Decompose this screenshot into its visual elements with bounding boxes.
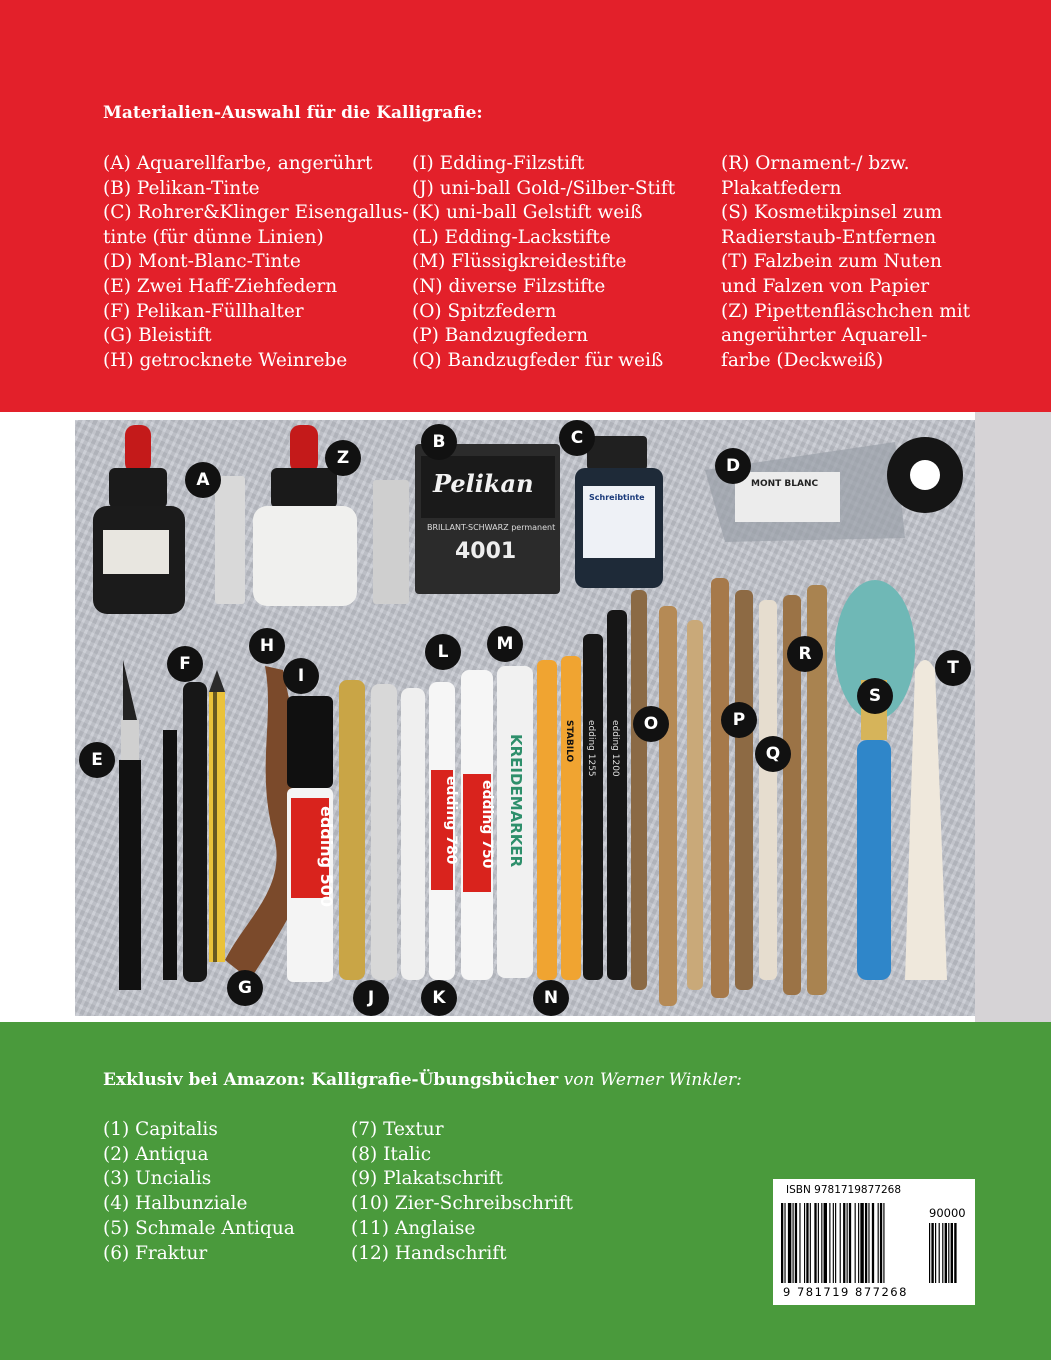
list-item: (12) Handschrift: [351, 1242, 507, 1264]
list-item: (K) uni-ball Gelstift weiß: [412, 202, 643, 224]
list-item: Radierstaub-Entfernen: [721, 226, 937, 248]
edding750-text: edding 750: [479, 780, 495, 869]
list-item: (H) getrocknete Weinrebe: [103, 349, 348, 371]
silver-pen-j: [371, 684, 397, 980]
list-item: (3) Uncialis: [103, 1168, 212, 1190]
price-code: 90000: [929, 1206, 966, 1220]
list-item: (E) Zwei Haff-Ziehfedern: [103, 275, 338, 297]
materials-list-1: [103, 152, 409, 373]
barcode-bar: [806, 1203, 808, 1283]
barcode-bar: [954, 1223, 956, 1283]
label-marker-k: K: [421, 980, 457, 1016]
kreidemarker-text: KREIDEMARKER: [507, 734, 525, 868]
books-heading: [103, 1070, 742, 1090]
list-item: tinte (für dünne Linien): [103, 226, 324, 248]
list-item: und Falzen von Papier: [721, 275, 930, 297]
bone-folder-t: [905, 660, 947, 980]
barcode-bar: [781, 1203, 783, 1283]
list-item: (I) Edding-Filzstift: [412, 153, 585, 174]
materials-illustration: [75, 420, 975, 1016]
paint-marker-780: [429, 682, 459, 980]
label-marker-g: G: [227, 970, 263, 1006]
list-item: (F) Pelikan-Füllhalter: [103, 300, 304, 322]
barcode-bar: [795, 1203, 797, 1283]
paint-marker-750: [461, 670, 495, 980]
materials-heading: Materialien-Auswahl für die Kalligrafie:: [103, 103, 483, 123]
isbn-label: ISBN 9781719877268: [786, 1184, 902, 1196]
label-marker-a: A: [185, 462, 221, 498]
felt-pen-n: [537, 660, 557, 980]
barcode-bar: [865, 1203, 867, 1283]
list-item: (M) Flüssigkreidestifte: [412, 251, 627, 273]
books-heading-main: Exklusiv bei Amazon: Kalligrafie-Übungsbücher: [103, 1070, 559, 1090]
edding1200-text: edding 1200: [610, 720, 620, 777]
edding500-text: edding 500: [317, 806, 336, 908]
list-item: (T) Falzbein zum Nuten: [721, 251, 942, 273]
label-marker-f: F: [167, 646, 203, 682]
barcode-bar: [829, 1203, 830, 1283]
list-item: angerührter Aquarell-: [721, 325, 928, 347]
books-heading-author: von Werner Winkler:: [558, 1070, 742, 1090]
list-item: (5) Schmale Antiqua: [103, 1217, 295, 1239]
label-marker-t: T: [935, 650, 971, 686]
list-item: (R) Ornament-/ bzw.: [721, 153, 910, 174]
list-item: (9) Plakatschrift: [351, 1168, 503, 1190]
barcode-bar: [939, 1223, 940, 1283]
list-item: (6) Fraktur: [103, 1242, 208, 1264]
label-marker-i: I: [283, 658, 319, 694]
barcode-bar: [833, 1203, 834, 1283]
list-item: (8) Italic: [351, 1143, 432, 1165]
barcode-bar: [868, 1203, 869, 1283]
list-item: (N) diverse Filzstifte: [412, 275, 606, 297]
label-marker-p: P: [721, 702, 757, 738]
list-item: (G) Bleistift: [103, 325, 212, 347]
barcode-bar: [860, 1203, 863, 1283]
marker-edding-500: [287, 696, 336, 982]
barcode-bar: [847, 1203, 848, 1283]
barcode-bar: [793, 1203, 794, 1283]
barcode-bar: [929, 1223, 930, 1283]
list-item: (4) Halbunziale: [103, 1193, 248, 1215]
barcode-bar: [784, 1203, 785, 1283]
barcode-bar: [948, 1223, 949, 1283]
list-item: farbe (Deckweiß): [721, 349, 884, 371]
barcode-bar: [931, 1223, 933, 1283]
materials-photo: [75, 420, 975, 1016]
list-item: (11) Anglaise: [351, 1217, 476, 1239]
barcode-bar: [942, 1223, 943, 1283]
pelikan-text: Pelikan: [433, 469, 534, 498]
felt-pen-n: [561, 656, 581, 980]
list-item: (J) uni-ball Gold-/Silber-Stift: [412, 177, 676, 199]
barcode-bar: [843, 1203, 845, 1283]
barcode-bar: [810, 1203, 811, 1283]
iron-gall-ink-bottle: [575, 436, 663, 588]
barcode-bar: [945, 1223, 947, 1283]
photo-frame-edge: [975, 412, 1051, 1022]
list-item: (P) Bandzugfedern: [412, 325, 588, 347]
pelikan-number: 4001: [455, 539, 517, 564]
barcode-bar: [821, 1203, 822, 1283]
label-marker-b: B: [421, 424, 457, 460]
list-item: (A) Aquarellfarbe, angerührt: [103, 153, 373, 174]
pelikan-ink-box: [415, 444, 560, 594]
books-list-2: [351, 1118, 573, 1266]
edding1255-text: edding 1255: [586, 720, 596, 777]
list-item: (B) Pelikan-Tinte: [103, 177, 260, 199]
ruling-pen-e: [119, 660, 177, 990]
list-item: (Z) Pipettenfläschchen mit: [721, 300, 971, 322]
label-marker-e: E: [79, 742, 115, 778]
pelikan-sub-text: BRILLANT-SCHWARZ permanent: [427, 523, 556, 532]
isbn-barcode: [773, 1179, 975, 1305]
barcode-bar: [878, 1203, 879, 1283]
books-section: [0, 1022, 1051, 1360]
barcode-bar: [935, 1223, 936, 1283]
gel-pen-k: [401, 688, 425, 980]
label-marker-h: H: [249, 628, 285, 664]
label-marker-o: O: [633, 706, 669, 742]
barcode-bar: [858, 1203, 859, 1283]
barcode-bar: [804, 1203, 805, 1283]
gold-pen-j: [339, 680, 365, 980]
books-list-1: [103, 1118, 295, 1266]
barcode-bar: [824, 1203, 827, 1283]
list-item: (C) Rohrer&Klinger Eisengallus-: [103, 202, 409, 224]
label-marker-q: Q: [755, 736, 791, 772]
barcode-bar: [855, 1203, 856, 1283]
list-item: (D) Mont-Blanc-Tinte: [103, 251, 301, 273]
list-item: (S) Kosmetikpinsel zum: [721, 202, 943, 224]
paint-tube: [373, 480, 409, 604]
list-item: Plakatfedern: [721, 177, 842, 199]
list-item: (1) Capitalis: [103, 1119, 218, 1140]
list-item: (2) Antiqua: [103, 1143, 209, 1165]
label-marker-d: D: [715, 448, 751, 484]
barcode-bar: [951, 1223, 953, 1283]
list-item: (Q) Bandzugfeder für weiß: [412, 349, 664, 371]
stabilo-text: STABILO: [564, 720, 574, 763]
label-marker-m: M: [487, 626, 523, 662]
barcode-bar: [788, 1203, 791, 1283]
chalk-marker-m: [497, 666, 533, 978]
barcode-bar: [840, 1203, 841, 1283]
schreibtinte-text: Schreibtinte: [589, 493, 645, 502]
fountain-pen-f: [183, 682, 207, 982]
felt-pen-n: [583, 634, 603, 980]
label-marker-l: L: [425, 634, 461, 670]
materials-list-3: [721, 152, 970, 373]
label-marker-n: N: [533, 980, 569, 1016]
barcode-bar: [883, 1203, 884, 1283]
list-item: (10) Zier-Schreibschrift: [351, 1193, 573, 1215]
list-item: (L) Edding-Lackstifte: [412, 226, 611, 248]
label-marker-r: R: [787, 636, 823, 672]
list-item: (7) Textur: [351, 1119, 444, 1140]
materials-section: [0, 0, 1051, 412]
barcode-bar: [799, 1203, 800, 1283]
list-item: (O) Spitzfedern: [412, 300, 557, 322]
materials-list-2: [412, 152, 675, 373]
barcode-bar: [814, 1203, 816, 1283]
barcode-digits: 9 781719 877268: [783, 1285, 908, 1299]
barcode-bar: [880, 1203, 882, 1283]
barcode-bar: [872, 1203, 874, 1283]
edding780-text: edding 780: [443, 776, 459, 865]
barcode-bar: [835, 1203, 836, 1283]
label-marker-s: S: [857, 678, 893, 714]
cosmetic-brush-s: [835, 580, 915, 980]
pencil-g: [209, 670, 225, 962]
montblanc-text: MONT BLANC: [751, 479, 819, 489]
barcode-bar: [818, 1203, 819, 1283]
felt-pen-n: [607, 610, 627, 980]
barcode-bar: [849, 1203, 851, 1283]
paint-tube: [215, 476, 245, 604]
label-marker-z: Z: [325, 440, 361, 476]
ink-bottle-a: [93, 425, 185, 614]
label-marker-j: J: [353, 980, 389, 1016]
label-marker-c: C: [559, 420, 595, 456]
